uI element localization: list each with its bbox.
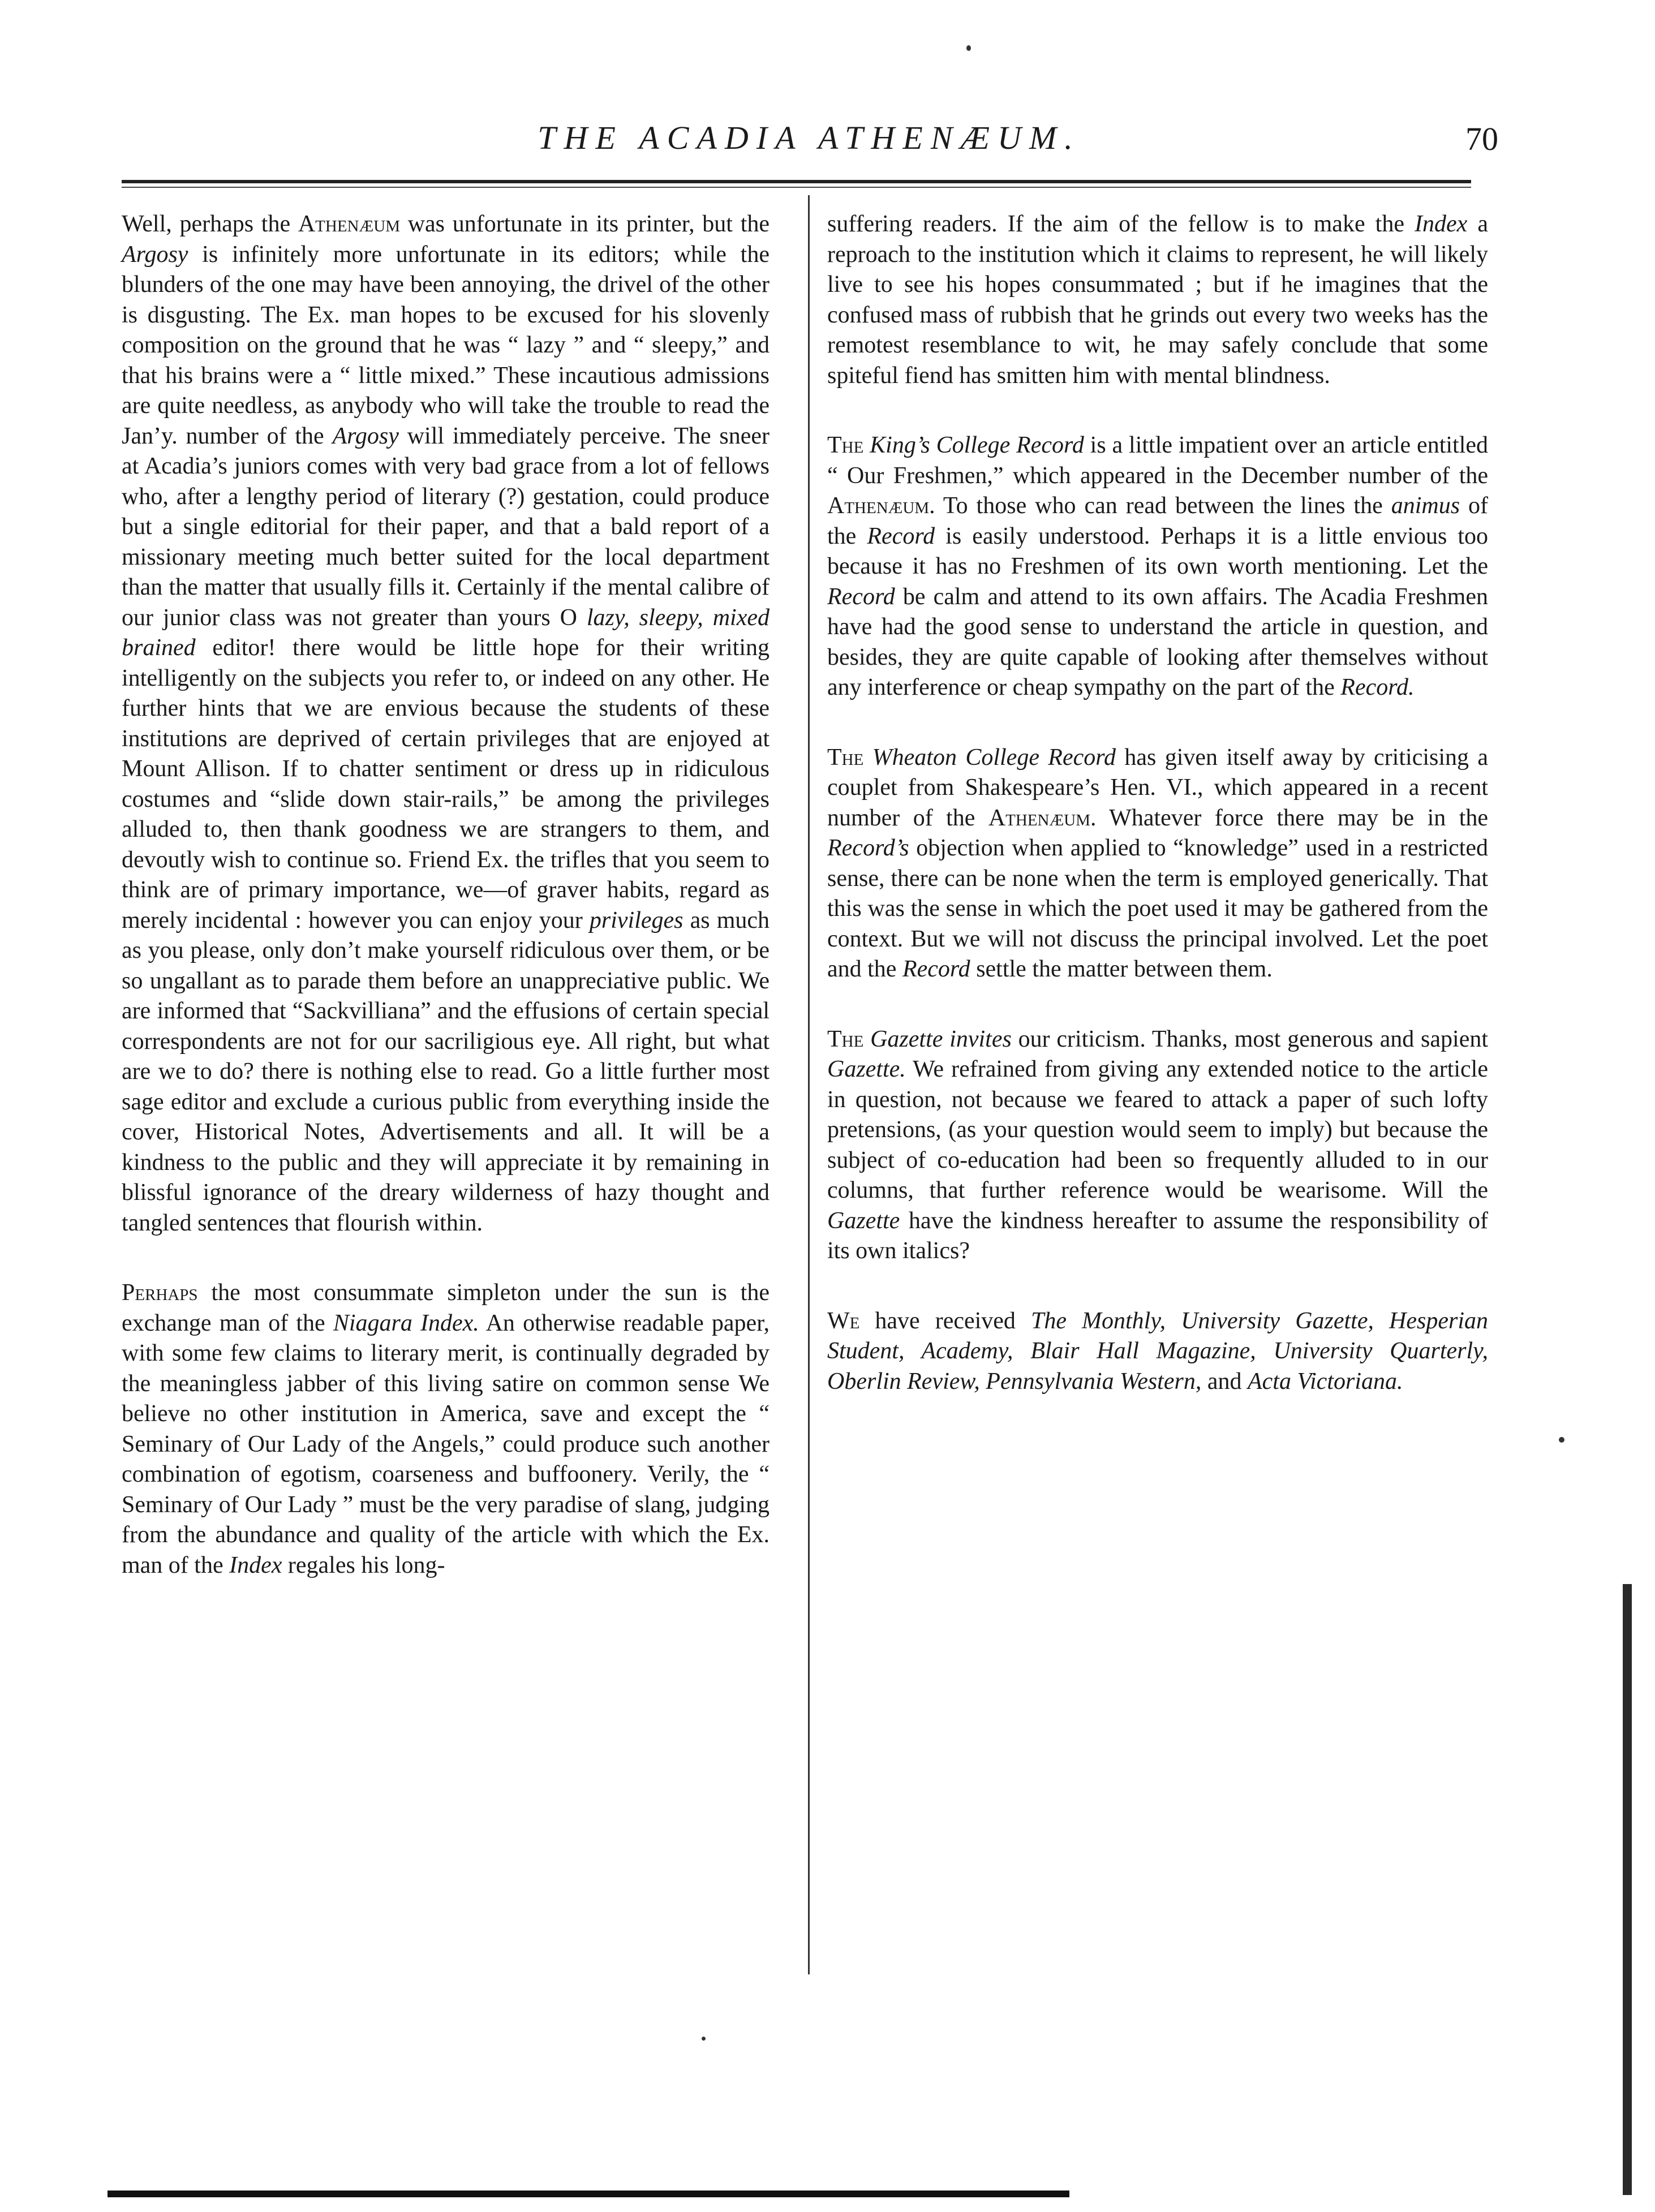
scan-speck xyxy=(702,2037,706,2041)
header-rule xyxy=(122,180,1471,183)
paragraph-received-exchanges: We have received The Monthly, University Gazette, Hesperian Student, Academy, Blair Hall Magazine, University Quarterly, Oberlin Review, Pennsylvania Western, and Acta Victoriana. xyxy=(827,1307,1488,1395)
scan-speck xyxy=(966,45,971,51)
paragraph-kings-college-record: The King’s College Record is a little impatient over an article entitled “ Our Freshmen,” which appeared in the December number of the Athenæum. To those who can read between the lines the animus of the Record is easily understood. Perhaps it is a little envious too because it has no Freshmen of its own worth mentioning. Let the Record be calm and attend to its own affairs. The Acadia Freshmen have had the good sense to understand the article in question, and besides, they are quite capable of looking after themselves without any interference or cheap sympathy on the part of the Record. xyxy=(827,432,1489,700)
scan-edge-mark xyxy=(1623,1584,1632,2195)
left-column xyxy=(122,209,770,1581)
paragraph-argosy-review: Well, perhaps the Athenæum was unfortunate in its printer, but the Argosy is infinitely more unfortunate in its editors; while the blunders of the one may have been annoying, the drivel of the other is disgusting. The Ex. man hopes to be excused for his slovenly composition on the ground that he was “ lazy ” and “ sleepy,” and that his brains were a “ little mixed.” These incautious admissions are quite needless, as anybody who will take the trouble to read the Jan’y. number of the Argosy will immediately perceive. The sneer at Acadia’s juniors comes with very bad grace from a lot of fellows who, after a lengthy period of literary (?) gestation, could produce but a single editorial for their paper, and that a bald report of a missionary meeting much better suited for the local department than the matter that usually fills it. Certainly if the mental calibre of our junior class was not greater than yours O lazy, sleepy, mixed brained editor! there would be little hope for their writing intelligently on the subjects you refer to, or indeed on any other. He further hints that we are envious because the students of these institutions are deprived of certain privileges that are enjoyed at Mount Allison. If to chatter sentiment or dress up in ridiculous costumes and “slide down stair-rails,” be among the privileges alluded to, then thank goodness we are strangers to them, and devoutly wish to continue so. Friend Ex. the trifles that you seem to think are of primary importance, we—of graver habits, regard as merely incidental : however you can enjoy your privileges as much as you please, only don’t make yourself ridiculous over them, or be so ungallant as to parade them before an unappreciative public. We are informed that “Sackvilliana” and the effusions of certain special correspondents are not for our sacriligious eye. All right, but what are we to do? there is nothing else to read. Go a little further most sage editor and exclude a curious public from everything inside the cover, Historical Notes, Advertisements and all. It will be a kindness to the public and they will appreciate it by remaining in blissful ignorance of the dreary wilderness of hazy thought and tangled sentences that flourish within. xyxy=(122,211,770,1236)
paragraph-index-continued: suffering readers. If the aim of the fellow is to make the Index a reproach to the institution which it claims to represent, he will likely live to see his hopes consummated ; but if he imagines that the confused mass of rubbish that he grinds out every two weeks has the remotest resemblance to wit, he may safely conclude that some spiteful fiend has smitten him with mental blindness. xyxy=(827,211,1488,389)
paragraph-niagara-index: Perhaps the most consummate simpleton under the sun is the exchange man of the Niagara Index. An otherwise readable paper, with some few claims to literary merit, is continually degraded by the meaningless jabber of this living satire on common sense We believe no other institution in America, save and except the “ Seminary of Our Lady of the Angels,” could produce such another combination of egotism, coarseness and buffoonery. Verily, the “ Seminary of Our Lady ” must be the very paradise of slang, judging from the abundance and quality of the article with which the Ex. man of the Index regales his long- xyxy=(122,1280,770,1578)
header-rule-thin xyxy=(122,187,1471,188)
right-column xyxy=(827,209,1488,1397)
page-header-title: THE ACADIA ATHENÆUM. xyxy=(538,119,1081,156)
paragraph-gazette: The Gazette invites our criticism. Thanks, most generous and sapient Gazette. We refrained from giving any extended notice to the article in question, not because we feared to attack a paper of such lofty pretensions, (as your question would seem to imply) but because the subject of co-education had been so frequently alluded to in our columns, that further reference would be wearisome. Will the Gazette have the kindness hereafter to assume the responsibility of its own italics? xyxy=(827,1026,1489,1264)
page-number: 70 xyxy=(1465,121,1498,157)
paragraph-wheaton-college-record: The Wheaton College Record has given itself away by criticising a couplet from Shakespeare’s Hen. VI., which appeared in a recent number of the Athenæum. Whatever force there may be in the Record’s objection when applied to “knowledge” used in a restricted sense, there can be none when the term is employed generically. That this was the sense in which the poet used it may be gathered from the context. But we will not discuss the principal involved. Let the poet and the Record settle the matter between them. xyxy=(827,744,1489,982)
scan-speck xyxy=(1559,1437,1564,1443)
column-divider xyxy=(808,195,810,1974)
footer-rule xyxy=(108,2191,1069,2197)
